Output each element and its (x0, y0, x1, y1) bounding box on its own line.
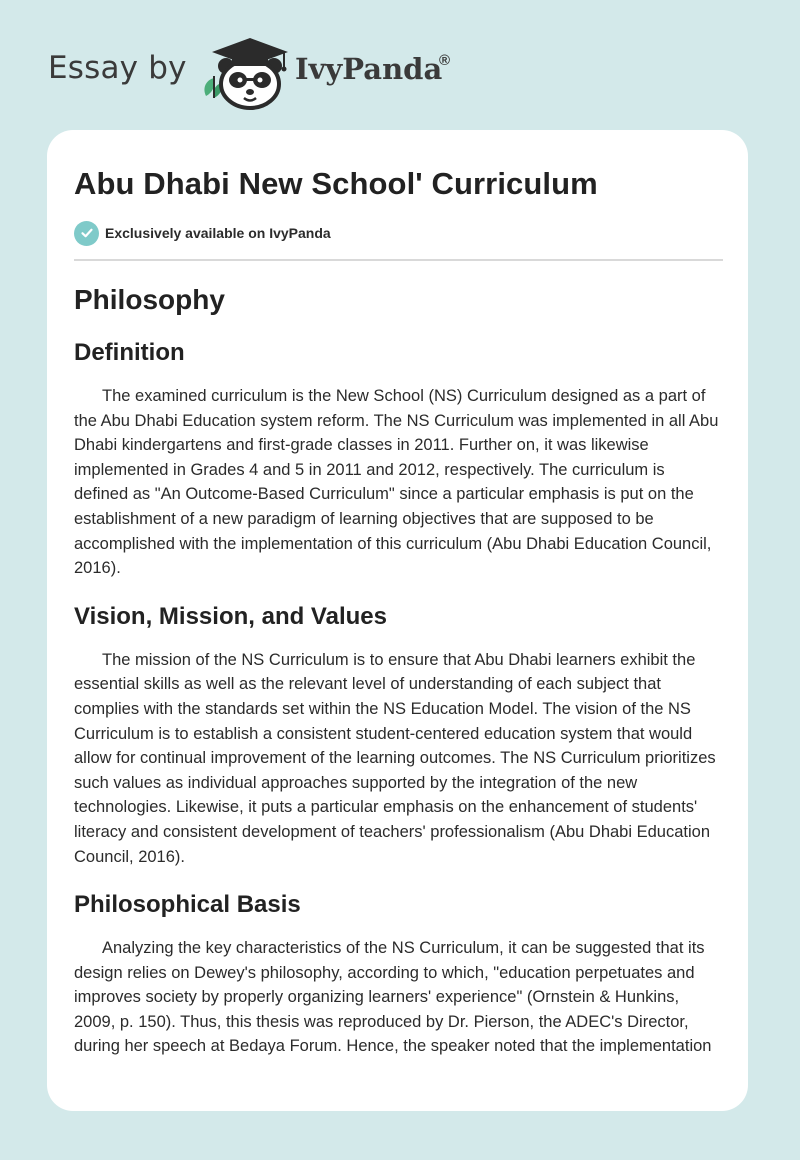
subsection-heading-vision: Vision, Mission, and Values (74, 602, 387, 630)
registered-mark: ® (439, 52, 451, 69)
paragraph-philosophical-basis: Analyzing the key characteristics of the NS Curriculum, it can be suggested that its design relies on Dewey's philosophy, according to which, "education perpetuates and improves society by properly organizing learners' experience" (Ornstein & Hunkins, 2009, p. 150). Thus, this thesis was reproduced by Dr. Pierson, the ADEC's Director, during her speech at Bedaya Forum. Hence, the speaker noted that the implementation (74, 939, 712, 1056)
brand-name[interactable]: IvyPanda (295, 52, 443, 86)
subsection-heading-definition: Definition (74, 339, 185, 366)
exclusive-badge-text: Exclusively available on IvyPanda (105, 225, 331, 241)
paragraph-vision: The mission of the NS Curriculum is to ensure that Abu Dhabi learners exhibit the essential skills as well as the relevant level of understanding of each subject that complies with the standards set within the NS Education Model. The vision of the NS Curriculum is to establish a consistent student-centered education system that would allow for continual improvement of the learning outcomes. The NS Curriculum prioritizes such values as individual approaches supported by the integration of the new technologies. Likewise, it puts a particular emphasis on the enhancement of students' literacy and consistent development of teachers' professionalism (Abu Dhabi Education Council, 2016). (74, 650, 716, 866)
site-header (0, 0, 800, 130)
check-circle-icon (74, 221, 99, 246)
subsection-heading-philosophical-basis: Philosophical Basis (74, 891, 301, 919)
section-heading: Philosophy (74, 284, 225, 315)
essay-card (47, 130, 748, 1111)
essay-title: Abu Dhabi New School' Curriculum (74, 166, 598, 201)
exclusive-badge (74, 220, 721, 246)
essay-by-label: Essay by (48, 50, 187, 86)
title-divider (74, 259, 723, 261)
paragraph-definition: The examined curriculum is the New School (NS) Curriculum designed as a part of the Abu Dhabi Education system reform. The NS Curriculum was implemented in all Abu Dhabi kindergartens and first-grade classes in 2011. Further on, it was likewise implemented in Grades 4 and 5 in 2011 and 2012, respectively. The curriculum is defined as "An Outcome-Based Curriculum" since a particular emphasis is put on the establishment of a new paradigm of learning objectives that are supposed to be accomplished with the implementation of this curriculum (Abu Dhabi Education Council, 2016). (74, 387, 719, 578)
graduate-panda-icon[interactable] (200, 36, 296, 110)
